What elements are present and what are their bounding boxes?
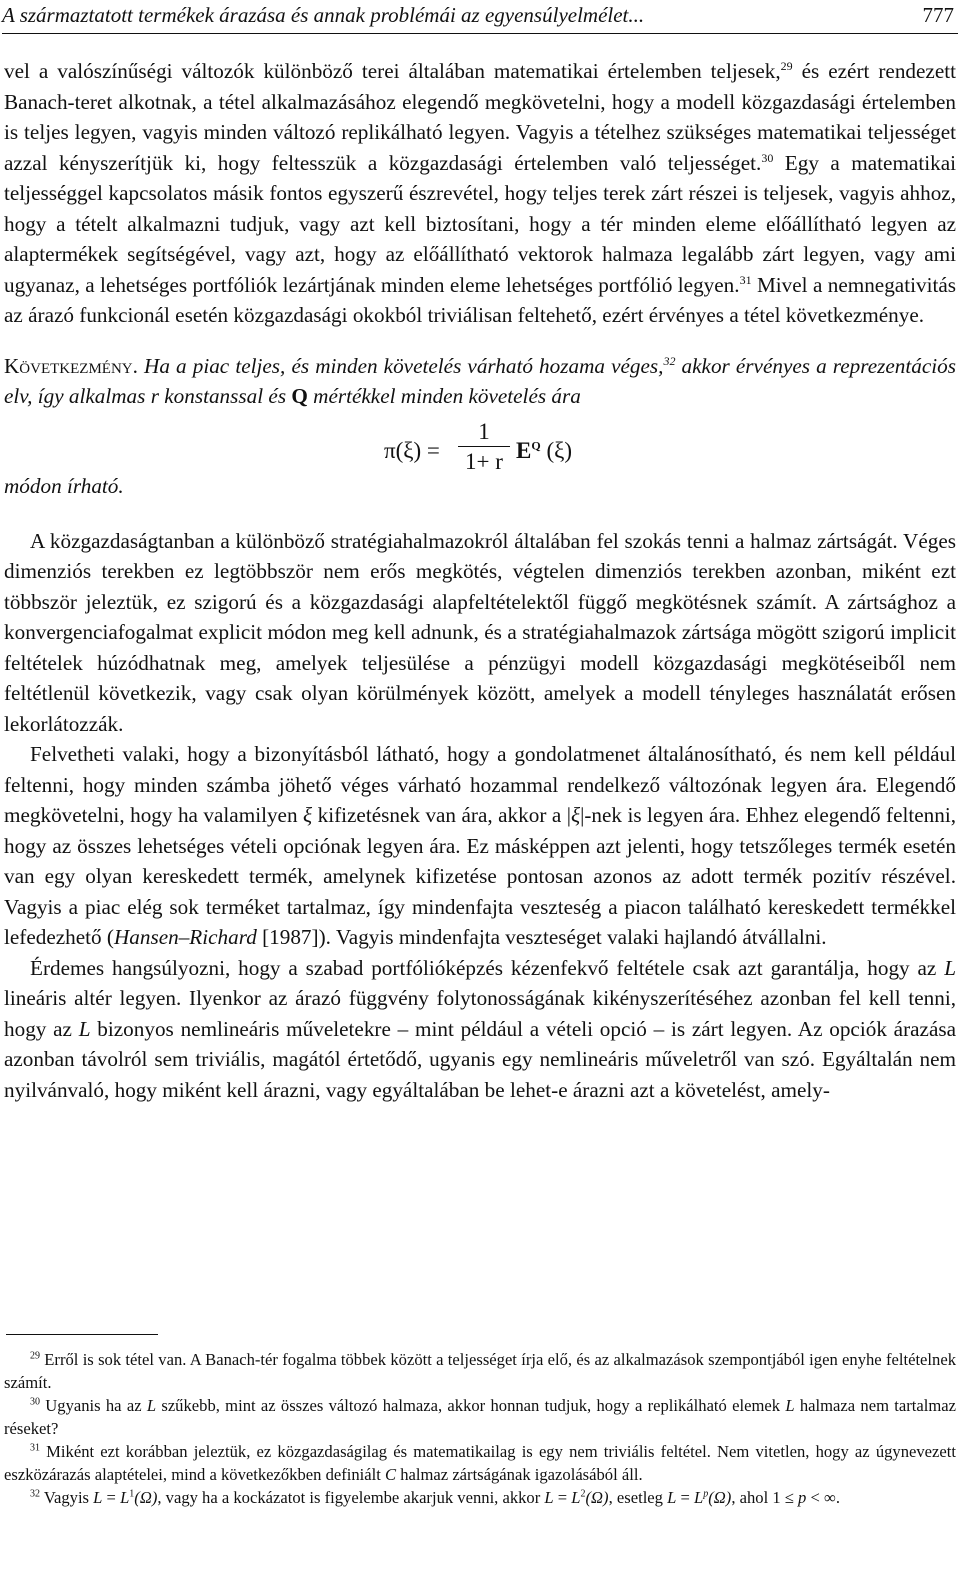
footnote-text: Erről is sok tétel van. A Banach-tér fogalma többek között a teljességet írja elő, és az alkalmazások szempontjából igen enyhe feltételnek számít. [4, 1350, 956, 1392]
text-run: Érdemes hangsúlyozni, hogy a szabad portfólióképzés kézenfekvő feltétele csak azt garantálja, hogy az [30, 955, 945, 980]
footnote-text: Miként ezt korábban jeleztük, ez közgazdaságilag és matematikailag is egy nem triviális feltétel. Nem vitetlen, hogy az úgynevezett eszközárazás alaptételei, mind a következőkben definiált [4, 1442, 956, 1484]
footnote-ref-30[interactable]: 30 [761, 150, 774, 165]
footnote-text: , ahol 1 ≤ [731, 1488, 799, 1507]
footnote-29 [4, 1348, 956, 1394]
footnote-number: 30 [30, 1396, 40, 1408]
paragraph-2: A közgazdaságtanban a különböző stratégiahalmazokról általában fel szokás tenni a halmaz zártságát. Véges dimenziós terekben ez legtöbbször nem erős megkötés, végtelen dimenziós terekben azonban, miként ezt többször jeleztük, ez szigorú és a közgazdasági alapfeltételektől függő megkötésnek számít. A zártsághoz a konvergenciafogalmat explicit módon meg kell adnunk, és a stratégiahalmazok zártsága mögött szigorú implicit feltételek húzódhatnak meg, amelyek teljesülése a pénzügyi modell közgazdasági megkötéseiből nem feltétlenül következik, vagy csak olyan körülmények között, amelyek a modell tényleges használatát erősen lekorlátozzák. [4, 528, 956, 736]
footnote-ref-32[interactable]: 32 [663, 353, 676, 368]
footnote-text: halmaz zártságának igazolásából áll. [396, 1465, 643, 1484]
math: L [694, 1488, 704, 1507]
equation-rhs [516, 436, 572, 467]
footnote-number: 31 [30, 1442, 40, 1454]
text-run: Ha a piac teljes, és minden követelés várható hozama véges, [137, 353, 664, 378]
running-title: A származtatott termékek árazása és annak problémái az egyensúlyelmélet... [2, 3, 645, 27]
text-run: Egy a matematikai teljességgel kapcsolatos másik fontos egyszerű észrevétel, hogy teljes terek zárt részei is teljesek, vagyis ahhoz, hogy a tételt alkalmazni tudjuk, vagy azt kell biztosítani, hogy a tér minden eleme előállítható legyen az alaptermékek segítségével, vagy azt, hogy az előállítható vektorok halmaza legalább zárt legyen, vagy ami ugyanaz, a lehetséges portfóliók lezártjának minden eleme lehetséges portfólió legyen. [4, 150, 956, 297]
fraction-numerator: 1 [458, 418, 510, 447]
math-xi: ξ [303, 803, 313, 827]
footnote-text: = [553, 1488, 572, 1507]
expectation-measure: Q [531, 437, 541, 452]
formula-closing-text: módon írható. [4, 474, 124, 498]
math: L [93, 1488, 103, 1507]
citation-authors: Hansen–Richard [113, 925, 257, 949]
footnote-number: 32 [30, 1488, 40, 1500]
footnote-text: , vagy ha a kockázatot is figyelembe akarjuk venni, akkor [157, 1488, 545, 1507]
footnote-ref-29[interactable]: 29 [780, 58, 793, 73]
footnote-text: = [676, 1488, 695, 1507]
text-run: és ezért rendezett Banach-teret alkotnak, a tétel alkalmazásához elegendő megkövetelni, hogy a modell közgazdasági értelemben is teljes legyen, vagyis minden változó replikálható legyen. Vagyis a tételhez szükséges matematikai teljességet azzal kényszerítjük ki, hogy feltesszük a közgazdasági értelemben való teljességet. [4, 59, 956, 175]
text-run: Felvetheti valaki, hogy a bizonyításból látható, hogy a gondolatmenet általánosítható, és nem kell például feltenni, hogy minden számba jöhető véges várható hozammal rendelkező változónak legyen ára. Elegendő megkövetelni, hogy ha valamilyen [4, 742, 956, 827]
footnote-text: , esetleg [608, 1488, 668, 1507]
text-run: lineáris altér legyen. Ilyenkor az árazó függvény folytonosságának kikényszerítéséhez azonban fel kell tenni, hogy az [4, 986, 956, 1041]
math-sup: 2 [580, 1488, 586, 1500]
paragraph-1 [4, 56, 956, 331]
math-xi: ξ [571, 803, 581, 827]
footnote-text: < ∞. [806, 1488, 840, 1507]
fraction-denominator: 1+ r [465, 448, 503, 474]
math-L: L [78, 1016, 91, 1041]
math: L [571, 1488, 581, 1507]
expectation-operator: E [516, 437, 532, 463]
footnote-32 [4, 1486, 956, 1509]
math: L [544, 1488, 554, 1507]
text-run: [1987]). Vagyis mindenfajta veszteséget valaki hajlandó átvállalni. [256, 925, 827, 949]
main-text [4, 56, 956, 1105]
pricing-formula [4, 416, 956, 502]
measure-q: Q [291, 384, 308, 408]
math: (Ω) [134, 1488, 158, 1507]
footnote-text: szűkebb, mint az összes változó halmaza, akkor honnan tudjuk, hogy a replikálható elemek [156, 1396, 786, 1415]
text-run: vel a valószínűségi változók különböző terei általában matematikai értelemben teljesek, [4, 59, 781, 83]
running-header [2, 0, 958, 34]
math: L [667, 1488, 677, 1507]
corollary-statement [4, 354, 956, 409]
corollary [4, 351, 956, 412]
math: (Ω) [585, 1488, 609, 1507]
page-number: 777 [922, 3, 954, 27]
equation-lhs: π(ξ) = [384, 437, 440, 463]
paragraph-4 [4, 953, 956, 1106]
text-run: |-nek is legyen ára. Ehhez elegendő feltenni, hogy az összes lehetséges vételi opciónak legyen ára. Ez másképpen azt jelenti, hogy tetszőleges termék esetén van egy olyan kereskedett termék, amelynek kifizetése pontosan azonos az adott termék pozitív részével. Vagyis a piac elég sok terméket tartalmaz, így mindenfajta veszteség a piacon található kereskedett termékkel lefedezhető ( [4, 803, 957, 949]
math-sup: 1 [129, 1488, 135, 1500]
paragraph-3 [4, 739, 956, 953]
math-L: L [146, 1396, 157, 1415]
corollary-label: Következmény. [4, 353, 138, 378]
footnote-text: halmaza nem tartalmaz réseket? [4, 1396, 956, 1438]
footnote-31 [4, 1440, 956, 1486]
text-run: bizonyos nemlineáris műveletekre – mint például a vételi opció – is zárt legyen. Az opciók árazása azonban távolról sem triviális, magától értetődő, ugyanis egy nemlineáris műveletről van szó. Egyáltalán nem nyilvánvaló, hogy miként kell árazni, vagy egyáltalában be lehet-e árazni azt a követelést, amely- [4, 1016, 956, 1102]
text-run: kifizetésnek van ára, akkor a | [312, 803, 571, 827]
footnote-30 [4, 1394, 956, 1440]
math: (Ω) [708, 1488, 732, 1507]
text-run: mértékkel minden követelés ára [307, 384, 581, 408]
footnote-text: = [102, 1488, 121, 1507]
text-run: Mivel a nemnegativitás az árazó funkcionál esetén közgazdasági okokból triviálisan feltehető, ezért érvényes a tétel következménye. [4, 272, 956, 327]
footnote-number: 29 [30, 1350, 40, 1362]
expectation-argument: (ξ) [540, 437, 573, 463]
math-C: C [385, 1465, 397, 1484]
math: L [120, 1488, 130, 1507]
math-sup: p [703, 1488, 709, 1500]
footnote-ref-31[interactable]: 31 [739, 272, 752, 287]
footnote-separator [6, 1334, 158, 1335]
text-run: akkor érvényes a reprezentációs elv, így alkalmas r konstanssal és [4, 353, 956, 408]
footnote-text: Ugyanis ha az [40, 1396, 147, 1415]
math-L: L [785, 1396, 795, 1415]
footnote-text: Vagyis [40, 1488, 94, 1507]
math-L: L [944, 955, 956, 980]
fraction [458, 418, 510, 477]
footnotes [4, 1348, 956, 1509]
math: p [798, 1488, 807, 1507]
